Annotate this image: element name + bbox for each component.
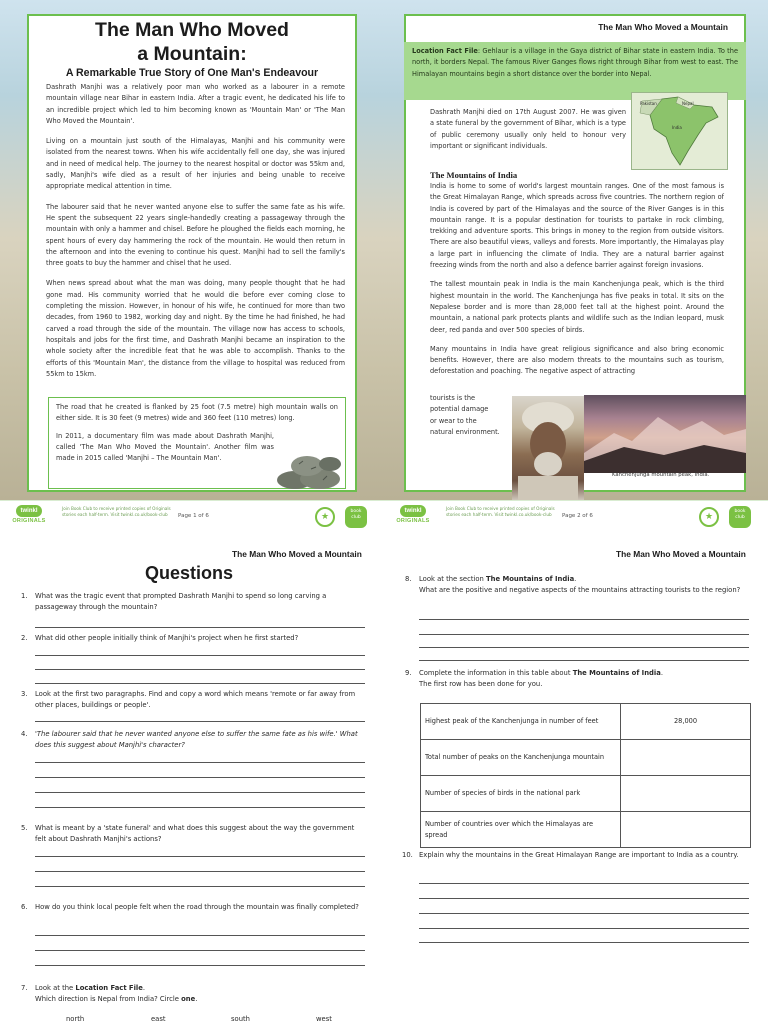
- table-row: [421, 740, 751, 776]
- paragraph: The road that he created is flanked by 25 foot (7.5 metre) high mountain walls on either side. It is 30 feet (9 metres) wide and 360 feet (110 metres) long.: [56, 403, 338, 423]
- answer-line[interactable]: [35, 886, 365, 887]
- table-label-cell: Number of countries over which the Himalayas are spread: [421, 812, 621, 848]
- running-head: The Man Who Moved a Mountain: [232, 549, 362, 559]
- table-label-cell: Total number of peaks on the Kanchenjunga mountain: [421, 740, 621, 776]
- story-body: [46, 82, 345, 389]
- question-10: 10. Explain why the mountains in the Great Himalayan Range are important to India as a country.: [402, 851, 739, 859]
- answer-line[interactable]: [35, 777, 365, 778]
- paragraph: Living on a mountain just south of the Himalayas, Manjhi and his community were isolated from the nearest towns. When his wife accidentally fell one day, she was injured and in need of medical help. The journey to the nearest hospital or doctor was 55km and, sadly, Manjhi's wife died as a result of her injuries and being unable to receive appropriate medical attention in time.: [46, 137, 345, 191]
- answer-line[interactable]: [419, 883, 749, 884]
- paragraph: Dashrath Manjhi was a relatively poor man who worked as a labourer in a remote mountain village near Bihar in eastern India. After a tragic event, he dedicated his life to an incredible project which led to him becoming known as 'Mountain Man' or 'The Man Who Moved the Mountain'.: [46, 83, 345, 125]
- answer-line[interactable]: [35, 762, 365, 763]
- page-1: [0, 0, 384, 530]
- answer-line[interactable]: [35, 856, 365, 857]
- answer-line[interactable]: [35, 627, 365, 628]
- fact-file-label: Location Fact File: [412, 47, 478, 55]
- book-club-note: Join Book Club to receive printed copies of Originals stories each half-term. Visit twinkl.co.uk/book-club: [62, 506, 171, 517]
- page-footer: [384, 500, 768, 530]
- paragraph: India is home to some of world's largest mountain ranges. One of the most famous is the Great Himalayan Range, which spreads across five countries. The northern region of India is covered by part of the Himalayas and the source of the River Ganges is in this mountain range. It is a popular destination for tourists to partake in rock climbing, trekking and adventure sports. This brings in money to the region from outside visitors. There are also beautiful views, valleys and forests. More importantly, the Himalayas play a large part in influencing the climate of India. They are a natural barrier against freezing winds from the north and also a defence barrier against foreign invasions.: [430, 182, 724, 270]
- answer-line[interactable]: [35, 792, 365, 793]
- question-2: 2. What did other people initially think of Manjhi's project when he first started?: [21, 634, 299, 642]
- man-portrait-photo: [512, 396, 584, 502]
- answer-line[interactable]: [419, 928, 749, 929]
- answer-line[interactable]: [419, 913, 749, 914]
- map-label: India: [672, 125, 682, 130]
- page-number: Page 2 of 6: [562, 513, 593, 519]
- table-answer-cell: 28,000: [621, 704, 751, 740]
- question-7: 7. Look at the Location Fact File. Which direction is Nepal from India? Circle one.: [21, 984, 198, 1004]
- answer-line[interactable]: [35, 965, 365, 966]
- table-answer-cell[interactable]: [621, 740, 751, 776]
- answer-line[interactable]: [35, 721, 365, 722]
- direction-option-south[interactable]: south: [231, 1015, 250, 1023]
- answer-line[interactable]: [35, 871, 365, 872]
- question-5: 5. What is meant by a 'state funeral' and what does this suggest about the way the government felt about Dashrath Manjhi's actions?: [21, 824, 355, 844]
- answer-line[interactable]: [35, 683, 365, 684]
- mountains-info-table: [420, 703, 751, 848]
- table-row: [421, 704, 751, 740]
- table-answer-cell[interactable]: [621, 776, 751, 812]
- answer-line[interactable]: [35, 669, 365, 670]
- table-row: [421, 812, 751, 848]
- paragraph: Many mountains in India have great religious significance and also bring economic benefits. However, there are also modern threats to the mountains such as tourism, deforestation and poaching. The negative aspect of attracting: [430, 344, 724, 376]
- book-club-badge-icon: book club: [729, 506, 751, 528]
- star-badge-icon: ★: [315, 507, 335, 527]
- table-row: [421, 776, 751, 812]
- paragraph: In 2011, a documentary film was made about Dashrath Manjhi, called 'The Man Who Moved the Mountain'. Another film was made in 2015 called 'Manjhi – The Mountain Man'.: [56, 431, 274, 463]
- page-footer: [0, 500, 384, 530]
- man-portrait-icon: [512, 396, 584, 502]
- answer-line[interactable]: [35, 935, 365, 936]
- table-label-cell: Highest peak of the Kanchenjunga in number of feet: [421, 704, 621, 740]
- page-number: Page 1 of 6: [178, 513, 209, 519]
- answer-line[interactable]: [35, 950, 365, 951]
- india-map: [631, 92, 728, 170]
- questions-title: Questions: [145, 563, 234, 583]
- photo-caption: Kanchenjunga mountain peak, India.: [612, 472, 710, 478]
- tourism-tail: tourists is the potential damage or wear to the natural environment.: [430, 394, 500, 436]
- book-club-badge-icon: book club: [345, 506, 367, 528]
- intro-paragraph: Dashrath Manjhi died on 17th August 2007. He was given a state funeral by the government of Bihar, which is a type of public ceremony usually only held to honour very important or significant individuals.: [430, 108, 626, 150]
- kanchenjunga-photo: [584, 395, 746, 473]
- paragraph: The tallest mountain peak in India is the main Kanchenjunga peak, which is the third highest mountain in the world. The Kanchenjunga has five peaks in total. It sits on the Nepalese border and is more than 28,000 feet tall at the highest point. Around the mountain, a national park protects plants and wildlife such as the Indian leopard, musk deer, red panda and over 500 species of birds.: [430, 280, 724, 334]
- answer-line[interactable]: [419, 660, 749, 661]
- section-heading: The Mountains of India: [430, 170, 518, 180]
- answer-line[interactable]: [419, 619, 749, 620]
- fact-file-text: : Gehlaur is a village in the Gaya district of Bihar state in eastern India. To the north, it borders Nepal. The famous River Ganges flows right through Bihar from west to east. The Himalayan mountains begin a short distance over the border into Nepal.: [412, 47, 738, 78]
- map-label: Nepal: [682, 101, 694, 106]
- question-8: 8. Look at the section The Mountains of India. What are the positive and negative aspects of the mountains attracting tourists to the region?: [405, 575, 741, 595]
- direction-option-east[interactable]: east: [151, 1015, 166, 1023]
- table-answer-cell[interactable]: [621, 812, 751, 848]
- answer-line[interactable]: [35, 807, 365, 808]
- star-badge-icon: ★: [699, 507, 719, 527]
- page-2: [384, 0, 768, 530]
- book-club-note: Join Book Club to receive printed copies of Originals stories each half-term. Visit twinkl.co.uk/book-club: [446, 506, 555, 517]
- answer-line[interactable]: [419, 647, 749, 648]
- mountain-silhouette-icon: [584, 395, 746, 473]
- page-title: The Man Who Moved a Mountain:: [95, 19, 289, 65]
- page-subtitle: A Remarkable True Story of One Man's Endeavour: [65, 67, 319, 79]
- twinkl-logo: twinkl ORIGINALS: [390, 505, 436, 527]
- direction-option-north[interactable]: north: [66, 1015, 85, 1023]
- text-panel: [27, 14, 357, 492]
- table-label-cell: Number of species of birds in the national park: [421, 776, 621, 812]
- rocks-illustration: [275, 446, 345, 490]
- question-3: 3. Look at the first two paragraphs. Find and copy a word which means 'remote or far away from other places, buildings or people'.: [21, 690, 356, 710]
- running-head: The Man Who Moved a Mountain: [616, 549, 746, 559]
- answer-line[interactable]: [419, 898, 749, 899]
- twinkl-logo: twinkl ORIGINALS: [6, 505, 52, 527]
- question-6: 6. How do you think local people felt when the road through the mountain was finally completed?: [21, 903, 359, 911]
- answer-line[interactable]: [419, 634, 749, 635]
- question-4: 4. 'The labourer said that he never wanted anyone else to suffer the same fate as his wife.' What does this suggest about Manjhi's character?: [21, 730, 358, 750]
- section-body: [430, 181, 724, 386]
- answer-line[interactable]: [419, 942, 749, 943]
- question-1: 1. What was the tragic event that prompted Dashrath Manjhi to spend so long carving a passageway through the mountain?: [21, 592, 327, 612]
- running-head: The Man Who Moved a Mountain: [598, 22, 728, 32]
- map-label: Pakistan: [640, 101, 657, 106]
- answer-line[interactable]: [35, 655, 365, 656]
- paragraph: The labourer said that he never wanted anyone else to suffer the same fate as his wife. He spent the subsequent 22 years single-handedly creating a passageway through the mountain with only a hammer and chisel. Before he ploughed the fields each morning, he spent hours of every day hammering the rock of the mountain. He would then return in the afternoon and into the evening to continue his quest. Manjhi had to sell the family's three goats to buy the hammer and chisel that he used.: [46, 202, 345, 268]
- paragraph: When news spread about what the man was doing, many people thought that he had gone mad. His community worried that he would die before ever coming close to completing the mission. However, in honour of his wife, he continued for more than two decades, from 1960 to 1982, working day and night. By the time he had finished, he had carved a road through the side of the mountain. The village now has access to schools, hospitals and jobs for the first time, and Dashrath Manjhi became an inspiration to the whole society after the incredible feat that he was able to accomplish. Thanks to the efforts of this 'Mountain Man', the distance from the village to hospital was reduced from 55km to 15km.: [46, 279, 345, 378]
- direction-option-west[interactable]: west: [316, 1015, 332, 1023]
- question-9: 9. Complete the information in this table about The Mountains of India. The first row has been done for you.: [405, 669, 663, 689]
